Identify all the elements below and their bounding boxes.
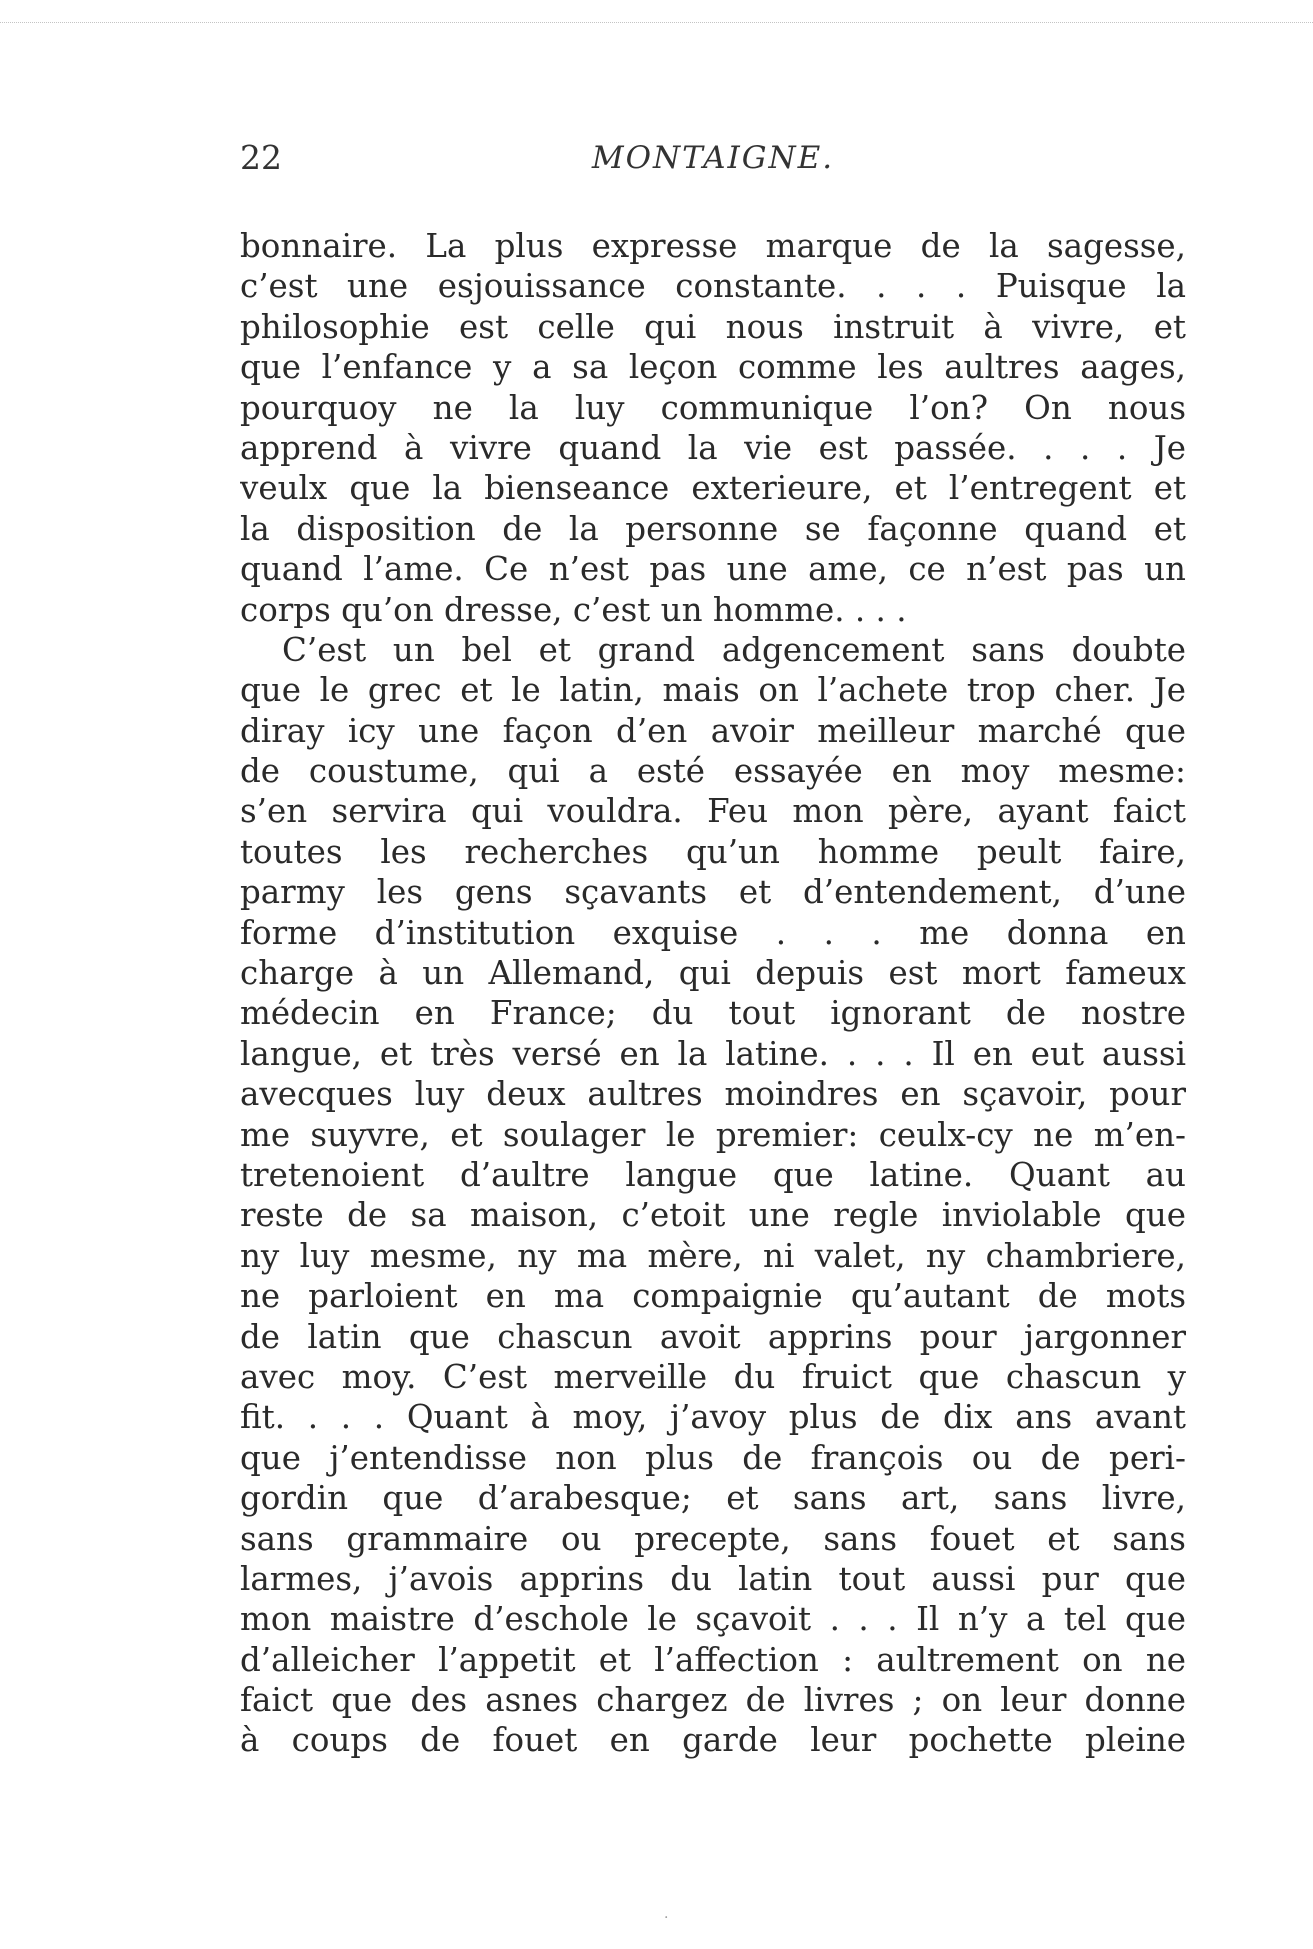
text-line: reste de sa maison, c’etoit une regle inviolable que	[240, 1196, 1186, 1235]
text-line: tretenoient d’aultre langue que latine. Quant au	[240, 1155, 1186, 1194]
text-line: pourquoy ne la luy communique l’on? On nous	[240, 388, 1186, 427]
running-head: MONTAIGNE.	[591, 140, 835, 176]
text-line: ny luy mesme, ny ma mère, ni valet, ny chambriere,	[240, 1236, 1186, 1275]
text-line: larmes, j’avois apprins du latin tout aussi pur que	[240, 1559, 1186, 1598]
bottom-speck: ·	[664, 1910, 669, 1926]
text-line: quand l’ame. Ce n’est pas une ame, ce n’est pas un	[240, 550, 1186, 589]
page-number: 22	[240, 138, 282, 177]
text-line: charge à un Allemand, qui depuis est mort fameux	[240, 954, 1186, 993]
text-line: fit. . . . Quant à moy, j’avoy plus de dix ans avant	[240, 1398, 1186, 1437]
text-line: que l’enfance y a sa leçon comme les aultres aages,	[240, 348, 1186, 387]
text-line: forme d’institution exquise . . . me donna en	[240, 913, 1186, 952]
text-line: philosophie est celle qui nous instruit à vivre, et	[240, 307, 1186, 346]
top-edge-rule	[0, 22, 1313, 25]
text-line: que j’entendisse non plus de françois ou de peri-	[240, 1438, 1186, 1477]
text-line: apprend à vivre quand la vie est passée. . . . Je	[240, 428, 1186, 467]
text-line: médecin en France; du tout ignorant de nostre	[240, 994, 1186, 1033]
text-line: d’alleicher l’appetit et l’affection : aultrement on ne	[240, 1640, 1186, 1679]
text-line: de latin que chascun avoit apprins pour jargonner	[240, 1317, 1186, 1356]
text-line: bonnaire. La plus expresse marque de la sagesse,	[240, 227, 1186, 265]
text-line: c’est une esjouissance constante. . . . Puisque la	[240, 267, 1186, 306]
text-line: s’en servira qui vouldra. Feu mon père, ayant faict	[240, 792, 1186, 831]
text-line: diray icy une façon d’en avoir meilleur marché que	[240, 711, 1186, 750]
text-line: avec moy. C’est merveille du fruict que chascun y	[240, 1357, 1186, 1396]
text-line: sans grammaire ou precepte, sans fouet et sans	[240, 1519, 1186, 1558]
text-line: faict que des asnes chargez de livres ; on leur donne	[240, 1681, 1186, 1720]
text-line: à coups de fouet en garde leur pochette pleine	[240, 1721, 1186, 1760]
text-line: langue, et très versé en la latine. . . . Il en eut aussi	[240, 1034, 1186, 1073]
text-line: avecques luy deux aultres moindres en sçavoir, pour	[240, 1075, 1186, 1114]
text-line: veulx que la bienseance exterieure, et l’entregent et	[240, 469, 1186, 508]
text-line: me suyvre, et soulager le premier: ceulx-cy ne m’en-	[240, 1115, 1186, 1154]
page-header	[240, 138, 1186, 188]
text-line: que le grec et le latin, mais on l’achete trop cher. Je	[240, 671, 1186, 710]
body-text	[240, 226, 1186, 1761]
text-line: gordin que d’arabesque; et sans art, sans livre,	[240, 1479, 1186, 1518]
text-line: mon maistre d’eschole le sçavoit . . . Il n’y a tel que	[240, 1600, 1186, 1639]
text-line: parmy les gens sçavants et d’entendement, d’une	[240, 873, 1186, 912]
text-line: de coustume, qui a esté essayée en moy mesme:	[240, 752, 1186, 791]
text-line: corps qu’on dresse, c’est un homme. . . .	[240, 590, 907, 629]
text-line: C’est un bel et grand adgencement sans doubte	[282, 630, 1186, 669]
text-line: toutes les recherches qu’un homme peult faire,	[240, 832, 1186, 871]
text-line: ne parloient en ma compaignie qu’autant de mots	[240, 1277, 1186, 1316]
text-line: la disposition de la personne se façonne quand et	[240, 509, 1186, 548]
